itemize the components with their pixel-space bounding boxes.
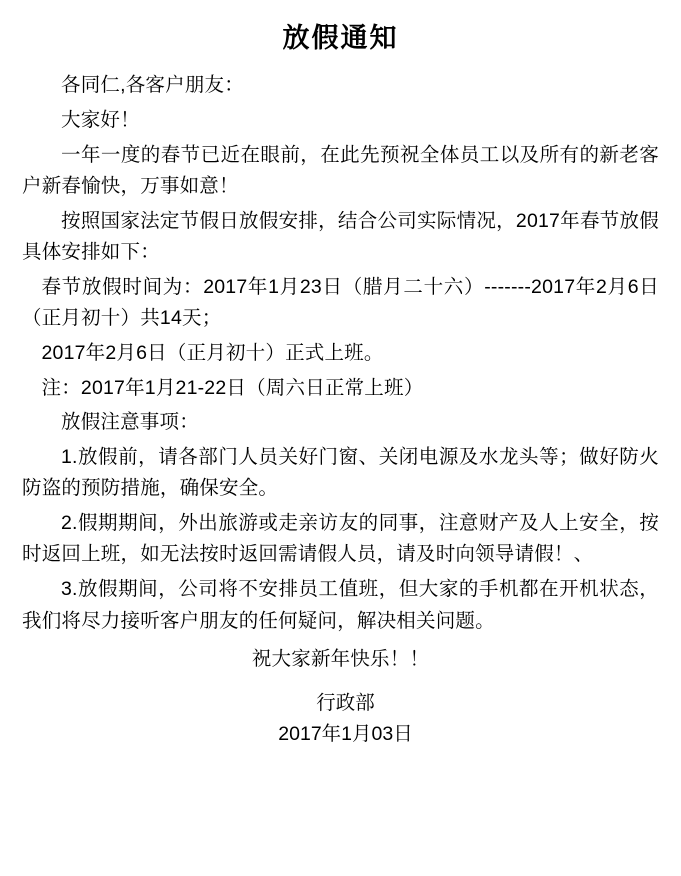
- salutation-line: 各同仁,各客户朋友：: [61, 74, 244, 97]
- document-title: 放假通知: [282, 23, 399, 53]
- closing-wish: 祝大家新年快乐！！: [251, 648, 430, 671]
- signature-block: [22, 688, 659, 750]
- notice-heading: 放假注意事项：: [61, 411, 199, 434]
- paragraph-intro: 一年一度的春节已近在眼前，在此先预祝全体员工以及所有的新老客户新春愉快，万事如意！: [22, 143, 659, 198]
- notice-item-2: 2.假期期间，外出旅游或走亲访友的同事，注意财产及人上安全，按时返回上班，如无法按时返回需请假人员，请及时向领导请假！、: [22, 511, 659, 566]
- notice-item-3: 3.放假期间，公司将不安排员工值班，但大家的手机都在开机状态，我们将尽力接听客户朋友的任何疑问，解决相关问题。: [22, 578, 659, 632]
- signature-date: 2017年1月03日: [278, 722, 413, 745]
- signature-department: 行政部: [316, 691, 375, 714]
- greeting-line: 大家好！: [61, 108, 140, 131]
- schedule-holiday-period: 春节放假时间为：2017年1月23日（腊月二十六）-------2017年2月6日（正月初十）共14天；: [22, 275, 659, 330]
- schedule-note: 注：2017年1月21-22日（周六日正常上班）: [41, 376, 424, 399]
- schedule-return-date: 2017年2月6日（正月初十）正式上班。: [41, 342, 384, 365]
- paragraph-arrangement: 按照国家法定节假日放假安排，结合公司实际情况，2017年春节放假具体安排如下：: [22, 209, 659, 264]
- notice-item-1: 1.放假前，请各部门人员关好门窗、关闭电源及水龙头等；做好防火防盗的预防措施，确保安全。: [22, 445, 659, 500]
